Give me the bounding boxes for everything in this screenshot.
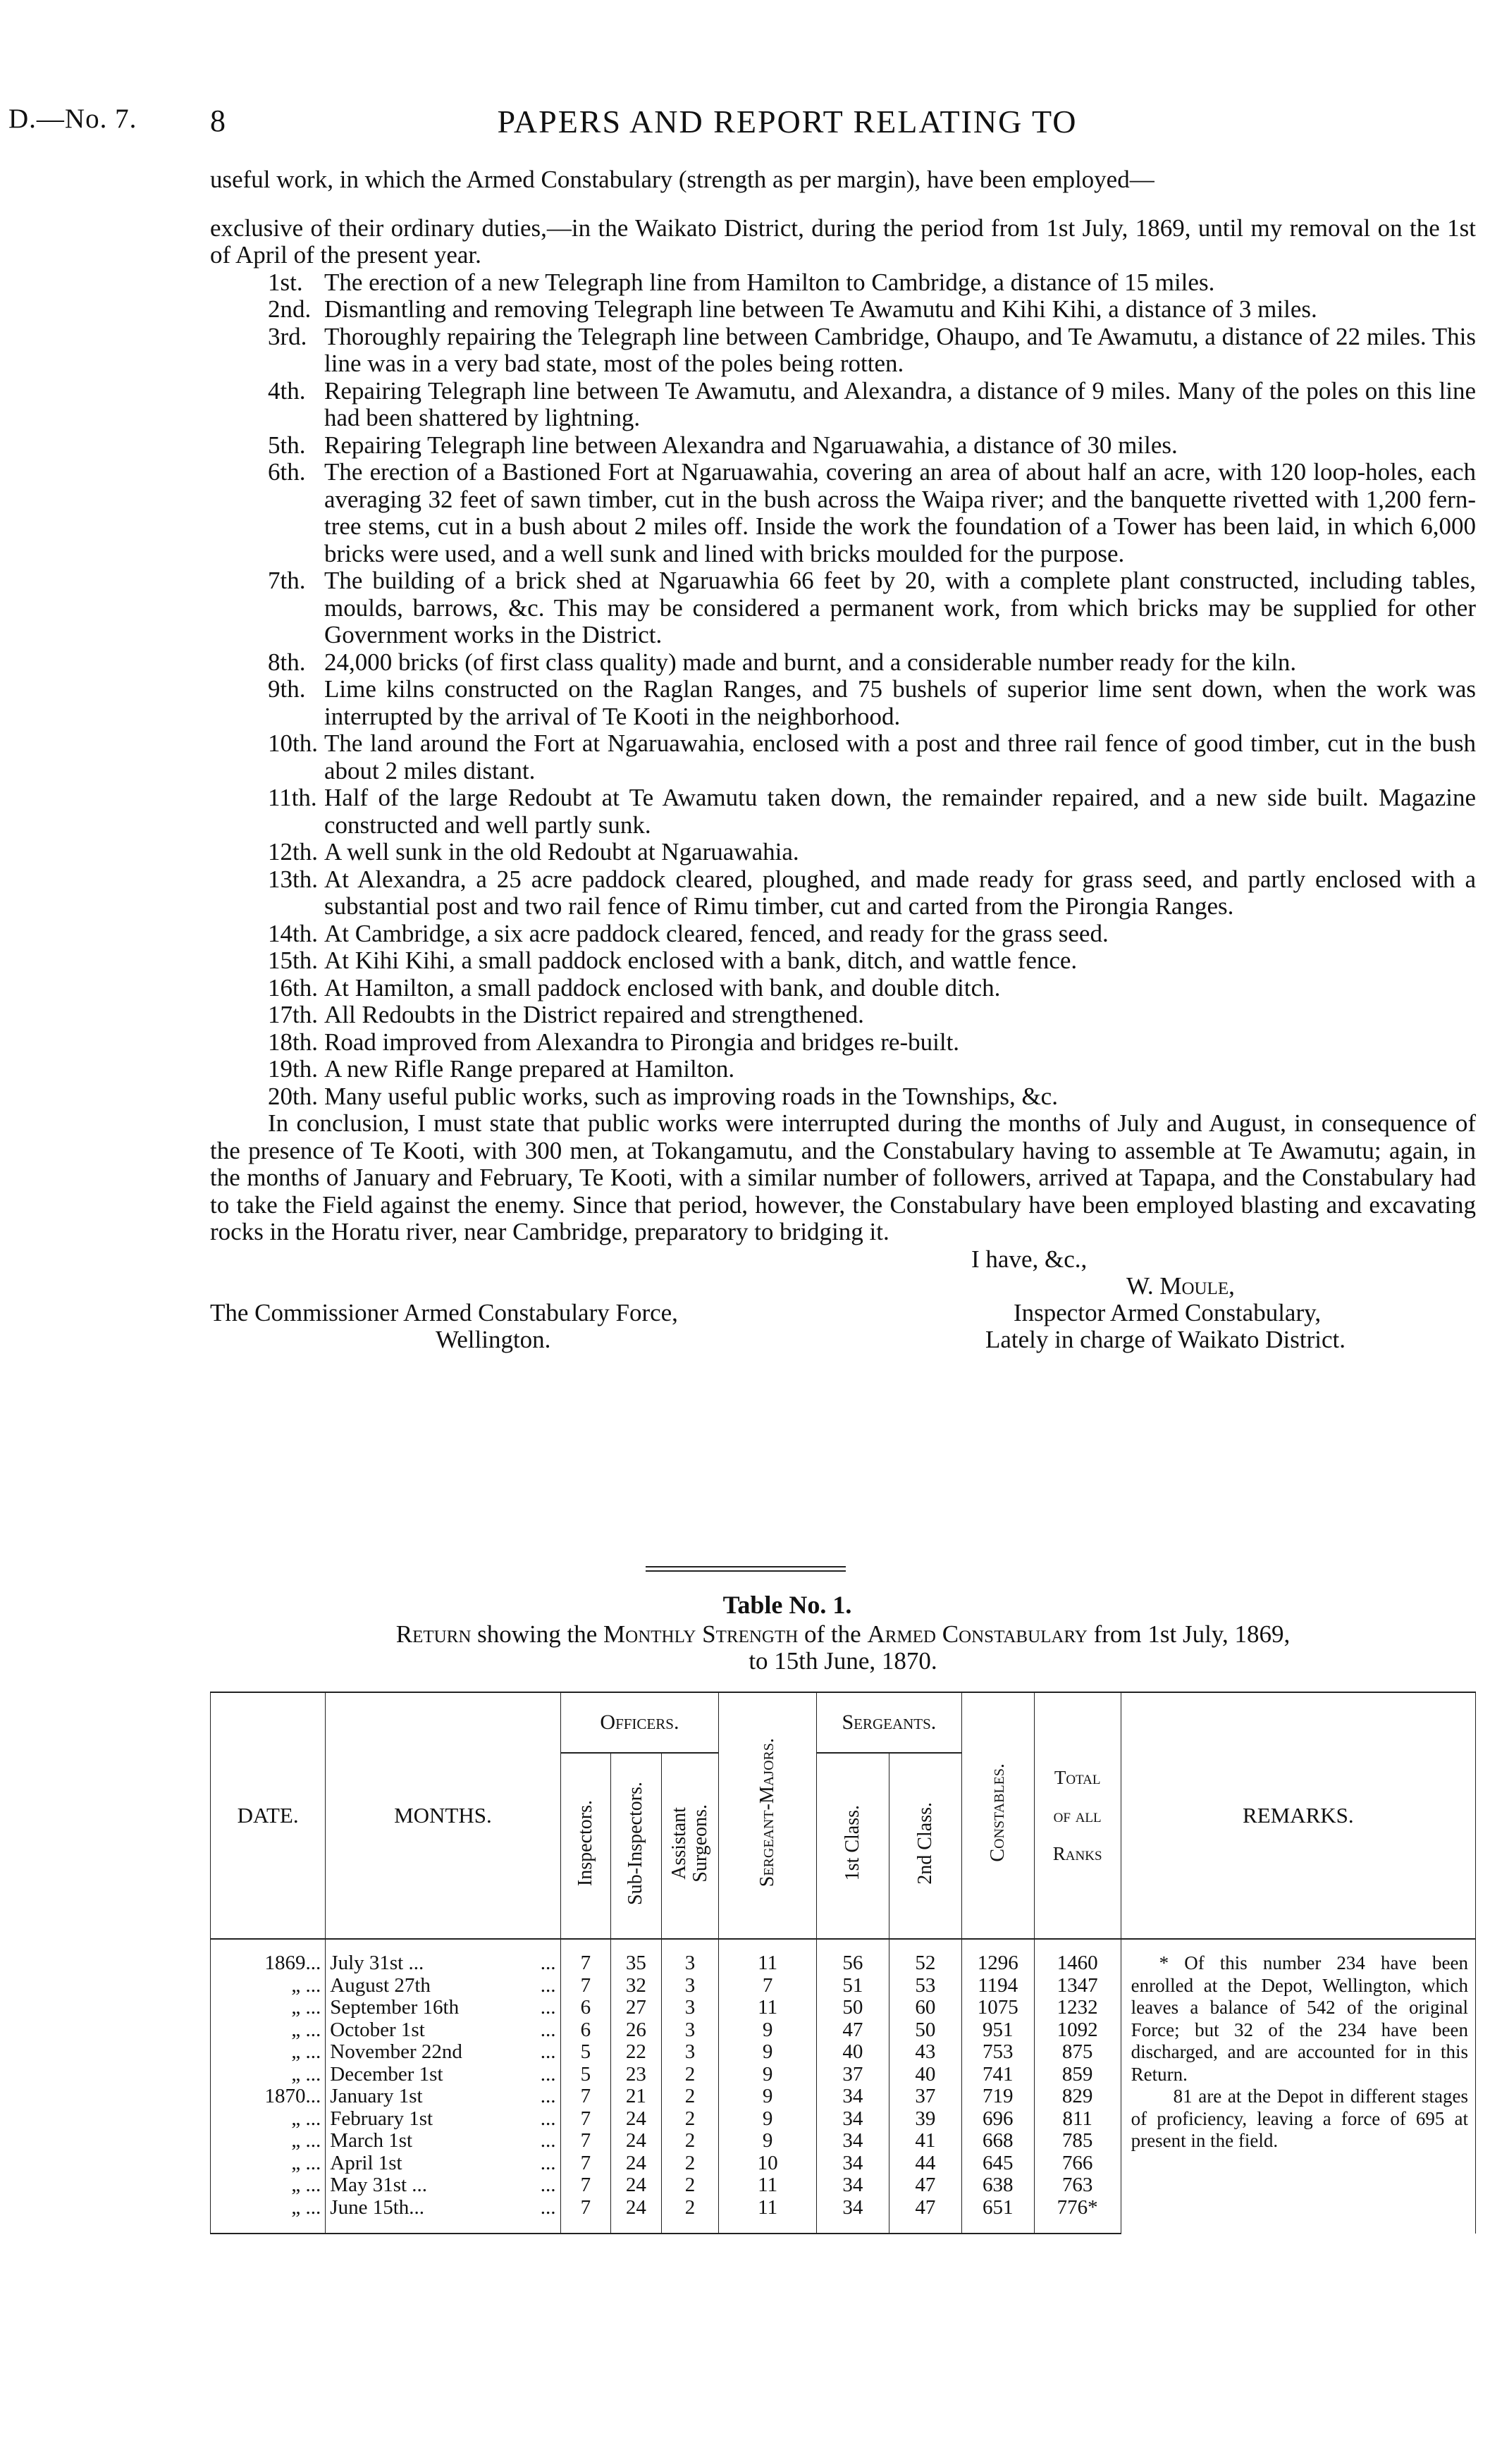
work-item — [210, 1029, 1476, 1057]
cell-sergeant-majors: 9 — [719, 2108, 817, 2131]
cell-second-class: 52 — [889, 1939, 961, 1975]
cell-sergeant-majors: 9 — [719, 2064, 817, 2086]
cell-first-class: 50 — [816, 1997, 889, 2019]
cell-inspectors: 7 — [560, 2086, 611, 2108]
cell-constables: 753 — [961, 2041, 1034, 2064]
cell-total: 1232 — [1034, 1997, 1121, 2019]
work-item-number: 10th. — [268, 729, 318, 757]
section-divider-top — [646, 1566, 846, 1567]
work-item — [210, 296, 1476, 324]
header-first-class-cell — [816, 1753, 889, 1939]
work-item-text: At Kihi Kihi, a small paddock enclosed with a bank, ditch, and wattle fence. — [324, 947, 1078, 974]
cell-inspectors: 7 — [560, 1975, 611, 1997]
cell-surgeons: 2 — [661, 2197, 719, 2234]
cell-inspectors: 7 — [560, 2152, 611, 2175]
cell-surgeons: 3 — [661, 1975, 719, 1997]
cell-date: „ ... — [211, 2019, 326, 2042]
work-item — [210, 378, 1476, 432]
cell-month-leader: ... — [540, 2174, 556, 2196]
cell-constables: 696 — [961, 2108, 1034, 2131]
cell-month-leader: ... — [540, 2085, 556, 2107]
cell-first-class: 47 — [816, 2019, 889, 2042]
work-item — [210, 1056, 1476, 1083]
header-inspectors: Inspectors. — [574, 1799, 596, 1887]
work-item — [210, 1002, 1476, 1029]
cell-first-class: 34 — [816, 2197, 889, 2234]
monthly-strength-table — [210, 1692, 1476, 2234]
caption-return: Return — [395, 1620, 472, 1648]
caption-monthly-strength: Monthly Strength — [603, 1620, 799, 1648]
cell-second-class: 39 — [889, 2108, 961, 2131]
cell-date: „ ... — [211, 2064, 326, 2086]
signatory-name: W. Moule, — [1126, 1271, 1235, 1300]
header-total-1: Total — [1054, 1767, 1101, 1788]
work-item-text: At Cambridge, a six acre paddock cleared, fenced, and ready for the grass seed. — [324, 919, 1109, 947]
cell-sub-inspectors: 24 — [611, 2108, 662, 2131]
cell-sub-inspectors: 24 — [611, 2152, 662, 2175]
cell-total: 766 — [1034, 2152, 1121, 2175]
cell-month-text: October 1st — [330, 2018, 425, 2041]
cell-month-text: February 1st — [330, 2107, 433, 2130]
cell-inspectors: 5 — [560, 2041, 611, 2064]
header-officers: Officers. — [560, 1692, 719, 1753]
header-sub-inspectors-cell — [611, 1753, 662, 1939]
section-divider-bottom — [646, 1570, 846, 1572]
cell-date: „ ... — [211, 2152, 326, 2175]
addressee-line-1: The Commissioner Armed Constabulary Force, — [210, 1298, 678, 1326]
conclusion-paragraph: In conclusion, I must state that public works were interrupted during the months of July and August, in consequence of the presence of Te Kooti, with 300 men, at Tokangamutu, and the Constabulary having to assemble at Te Awamutu; again, in the months of January and February, Te Kooti, with a similar number of followers, arrived at Tapapa, and the Constabulary had to take the Field against the enemy. Since that period, however, the Constabulary have been employed blasting and excavating rocks in the Horatu river, near Cambridge, preparatory to bridging it. — [210, 1109, 1476, 1245]
work-item-number: 14th. — [268, 919, 318, 947]
cell-constables: 719 — [961, 2086, 1034, 2108]
work-item-text: Many useful public works, such as improving roads in the Townships, &c. — [324, 1082, 1058, 1110]
cell-sergeant-majors: 9 — [719, 2086, 817, 2108]
header-inspectors-cell — [560, 1753, 611, 1939]
cell-constables: 951 — [961, 2019, 1034, 2042]
header-date: DATE. — [211, 1692, 326, 1939]
cell-surgeons: 3 — [661, 2041, 719, 2064]
cell-inspectors: 6 — [560, 1997, 611, 2019]
signatory-title-1: Inspector Armed Constabulary, — [1014, 1298, 1322, 1326]
cell-month-leader: ... — [540, 2062, 556, 2086]
document-reference: D.—No. 7. — [8, 104, 137, 134]
cell-sub-inspectors: 24 — [611, 2174, 662, 2197]
work-item — [210, 784, 1476, 839]
work-item-text: Repairing Telegraph line between Te Awamutu, and Alexandra, a distance of 9 miles. Many of the poles on this line had been shattered by lightning. — [324, 376, 1476, 431]
cell-constables: 741 — [961, 2064, 1034, 2086]
header-sergeant-majors-cell — [719, 1692, 817, 1939]
cell-second-class: 60 — [889, 1997, 961, 2019]
work-item-number: 18th. — [268, 1028, 318, 1056]
cell-date: „ ... — [211, 2174, 326, 2197]
work-item-text: Road improved from Alexandra to Pirongia and bridges re-built. — [324, 1028, 960, 1056]
work-item-number: 9th. — [268, 675, 306, 703]
caption-armed-constabulary: Armed Constabulary — [867, 1620, 1088, 1648]
cell-total: 1092 — [1034, 2019, 1121, 2042]
work-item-text: The building of a brick shed at Ngaruawhia 66 feet by 20, with a complete plant constructed, including tables, moulds, barrows, &c. This may be considered a permanent work, from which bricks may be supplied for other Government works in the District. — [324, 567, 1476, 648]
cell-month-text: June 15th... — [330, 2195, 424, 2219]
cell-sub-inspectors: 22 — [611, 2041, 662, 2064]
header-months: MONTHS. — [326, 1692, 560, 1939]
cell-sub-inspectors: 21 — [611, 2086, 662, 2108]
page-title: PAPERS AND REPORT RELATING TO — [497, 104, 1078, 140]
cell-surgeons: 2 — [661, 2064, 719, 2086]
work-item-text: 24,000 bricks (of first class quality) made and burnt, and a considerable number ready for the kiln. — [324, 648, 1297, 676]
cell-inspectors: 7 — [560, 2108, 611, 2131]
header-total-2: of all — [1053, 1805, 1102, 1826]
work-item — [210, 920, 1476, 948]
cell-date: „ ... — [211, 1997, 326, 2019]
work-item-number: 17th. — [268, 1001, 318, 1028]
cell-inspectors: 7 — [560, 1939, 611, 1975]
cell-inspectors: 7 — [560, 2174, 611, 2197]
header-surgeons-cell — [661, 1753, 719, 1939]
cell-first-class: 34 — [816, 2108, 889, 2131]
header-second-class: 2nd Class. — [913, 1801, 936, 1885]
cell-month-text: November 22nd — [330, 2040, 462, 2063]
work-item-text: A well sunk in the old Redoubt at Ngaruawahia. — [324, 838, 799, 866]
work-item — [210, 866, 1476, 920]
cell-total: 1460 — [1034, 1939, 1121, 1975]
caption-part-f: from 1st July, 1869, — [1087, 1620, 1291, 1648]
cell-total: 829 — [1034, 2086, 1121, 2108]
cell-sergeant-majors: 7 — [719, 1975, 817, 1997]
work-item — [210, 649, 1476, 677]
work-item-text: The land around the Fort at Ngaruawahia, enclosed with a post and three rail fence of good timber, cut in the bush about 2 miles distant. — [324, 729, 1476, 784]
work-item-text: Lime kilns constructed on the Raglan Ranges, and 75 bushels of superior lime sent down, when the work was interrupted by the arrival of Te Kooti in the neighborhood. — [324, 675, 1476, 730]
header-sub-inspectors: Sub-Inspectors. — [624, 1781, 647, 1905]
header-remarks: REMARKS. — [1121, 1692, 1475, 1939]
work-item-number: 15th. — [268, 947, 318, 974]
closing-phrase: I have, &c., — [971, 1245, 1088, 1273]
work-item — [210, 567, 1476, 649]
work-item-text: The erection of a new Telegraph line from Hamilton to Cambridge, a distance of 15 miles. — [324, 268, 1215, 296]
works-list — [210, 269, 1476, 1111]
cell-sergeant-majors: 9 — [719, 2130, 817, 2152]
work-item-text: All Redoubts in the District repaired and strengthened. — [324, 1001, 864, 1028]
running-header — [0, 103, 1490, 145]
work-item-number: 16th. — [268, 973, 318, 1002]
cell-month-leader: ... — [540, 2151, 556, 2174]
cell-sub-inspectors: 24 — [611, 2197, 662, 2234]
cell-sub-inspectors: 35 — [611, 1939, 662, 1975]
cell-second-class: 47 — [889, 2174, 961, 2197]
cell-constables: 1194 — [961, 1975, 1034, 1997]
header-total — [1034, 1692, 1121, 1939]
cell-month-leader: ... — [540, 2107, 556, 2130]
cell-second-class: 47 — [889, 2197, 961, 2234]
cell-date: „ ... — [211, 2130, 326, 2152]
cell-month-leader: ... — [540, 2018, 556, 2041]
cell-month — [326, 1975, 560, 1997]
cell-sergeant-majors: 9 — [719, 2041, 817, 2064]
work-item-number: 12th. — [268, 838, 318, 866]
cell-month-text: August 27th — [330, 1973, 431, 1997]
addressee-line-2: Wellington. — [436, 1325, 551, 1353]
header-sergeant-majors: Sergeant-Majors. — [756, 1738, 779, 1887]
cell-month — [326, 2041, 560, 2064]
cell-second-class: 41 — [889, 2130, 961, 2152]
work-item — [210, 676, 1476, 730]
page-number: 8 — [210, 104, 226, 138]
cell-date: „ ... — [211, 2197, 326, 2234]
work-item-text: A new Rifle Range prepared at Hamilton. — [324, 1055, 735, 1083]
cell-surgeons: 2 — [661, 2108, 719, 2131]
cell-month-leader: ... — [540, 2195, 556, 2219]
work-item-number: 7th. — [268, 567, 306, 594]
cell-second-class: 40 — [889, 2064, 961, 2086]
cell-sub-inspectors: 27 — [611, 1997, 662, 2019]
cell-month — [326, 2108, 560, 2131]
cell-month-text: March 1st — [330, 2129, 413, 2152]
report-body — [210, 166, 1476, 1366]
intro-paragraph-2: exclusive of their ordinary duties,—in the Waikato District, during the period from 1st July, 1869, until my removal on the 1st of April of the present year. — [210, 214, 1476, 269]
cell-sergeant-majors: 10 — [719, 2152, 817, 2175]
cell-month — [326, 2197, 560, 2234]
cell-constables: 638 — [961, 2174, 1034, 2197]
cell-surgeons: 2 — [661, 2086, 719, 2108]
cell-first-class: 34 — [816, 2152, 889, 2175]
cell-date: „ ... — [211, 2041, 326, 2064]
cell-sergeant-majors: 11 — [719, 1939, 817, 1975]
cell-month — [326, 2174, 560, 2197]
work-item-number: 3rd. — [268, 322, 307, 350]
cell-first-class: 34 — [816, 2086, 889, 2108]
cell-month-text: July 31st ... — [330, 1952, 424, 1974]
cell-sergeant-majors: 11 — [719, 2197, 817, 2234]
work-item-number: 2nd. — [268, 295, 312, 323]
cell-first-class: 40 — [816, 2041, 889, 2064]
table-title: Table No. 1. — [722, 1591, 852, 1619]
work-item-number: 6th. — [268, 458, 306, 486]
cell-month — [326, 2019, 560, 2042]
cell-total: 763 — [1034, 2174, 1121, 2197]
cell-surgeons: 3 — [661, 2019, 719, 2042]
cell-total: 776* — [1034, 2197, 1121, 2234]
table-caption — [210, 1621, 1476, 1675]
cell-first-class: 34 — [816, 2130, 889, 2152]
cell-month — [326, 2064, 560, 2086]
work-item — [210, 459, 1476, 567]
cell-constables: 1075 — [961, 1997, 1034, 2019]
cell-month-leader: ... — [540, 1973, 556, 1997]
work-item-number: 5th. — [268, 431, 306, 459]
cell-surgeons: 3 — [661, 1939, 719, 1975]
signatory-title-2: Lately in charge of Waikato District. — [985, 1325, 1346, 1353]
cell-sub-inspectors: 32 — [611, 1975, 662, 1997]
caption-part-d: of the — [798, 1620, 868, 1648]
header-constables-cell — [961, 1692, 1034, 1939]
caption-line-2: to 15th June, 1870. — [749, 1647, 937, 1675]
cell-surgeons: 2 — [661, 2152, 719, 2175]
cell-month-text: September 16th — [330, 1996, 460, 2019]
cell-month — [326, 2130, 560, 2152]
cell-month-leader: ... — [540, 2040, 556, 2063]
work-item-text: At Alexandra, a 25 acre paddock cleared, ploughed, and made ready for grass seed, and partly enclosed with a substantial post and two rail fence of Rimu timber, cut and carted from the Pirongia Ranges. — [324, 865, 1476, 920]
table-body — [211, 1939, 1476, 2234]
cell-month-leader: ... — [540, 1952, 556, 1974]
work-item — [210, 730, 1476, 784]
work-item-number: 8th. — [268, 648, 306, 676]
cell-month — [326, 1939, 560, 1975]
cell-constables: 645 — [961, 2152, 1034, 2175]
cell-date: 1869... — [211, 1939, 326, 1975]
work-item — [210, 839, 1476, 866]
work-item-text: Half of the large Redoubt at Te Awamutu taken down, the remainder repaired, and a new side built. Magazine constructed and well partly sunk. — [324, 784, 1476, 839]
cell-total: 859 — [1034, 2064, 1121, 2086]
cell-first-class: 51 — [816, 1975, 889, 1997]
work-item-text: The erection of a Bastioned Fort at Ngaruawahia, covering an area of about half an acre, with 120 loop-holes, each averaging 32 feet of sawn timber, cut in the bush across the Waipa river; and the banquette rivetted with 1,200 fern-tree stems, cut in a bush about 2 miles off. Inside the work the foundation of a Tower has been laid, in which 6,000 bricks were used, and a well sunk and lined with bricks moulded for the purpose. — [324, 458, 1476, 567]
cell-sergeant-majors: 11 — [719, 2174, 817, 2197]
work-item-text: Dismantling and removing Telegraph line between Te Awamutu and Kihi Kihi, a distance of 3 miles. — [324, 295, 1317, 323]
work-item-number: 19th. — [268, 1055, 318, 1083]
work-item — [210, 1083, 1476, 1111]
work-item — [210, 432, 1476, 460]
cell-total: 1347 — [1034, 1975, 1121, 1997]
header-constables: Constables. — [986, 1763, 1009, 1862]
cell-month-text: January 1st — [330, 2085, 423, 2107]
work-item — [210, 269, 1476, 297]
work-item — [210, 324, 1476, 378]
remarks-note-1: * Of this number 234 have been enrolled at the Depot, Wellington, which leaves a balance of 542 of the original Force; but 32 of the 234 have been discharged, and are accounted for in this Return. — [1131, 1952, 1468, 2085]
cell-first-class: 56 — [816, 1939, 889, 1975]
table-row — [211, 1939, 1476, 1975]
cell-month-text: April 1st — [330, 2151, 402, 2174]
cell-second-class: 44 — [889, 2152, 961, 2175]
intro-paragraph-1: useful work, in which the Armed Constabulary (strength as per margin), have been employed— — [210, 166, 1155, 193]
cell-month — [326, 1997, 560, 2019]
work-item-text: At Hamilton, a small paddock enclosed with bank, and double ditch. — [324, 973, 1001, 1002]
header-surgeons: Surgeons. — [689, 1804, 711, 1883]
work-item-number: 20th. — [268, 1082, 318, 1110]
work-item — [210, 975, 1476, 1002]
cell-date: „ ... — [211, 1975, 326, 1997]
cell-surgeons: 2 — [661, 2174, 719, 2197]
header-first-class: 1st Class. — [841, 1805, 863, 1881]
work-item-number: 11th. — [268, 784, 317, 811]
work-item-number: 1st. — [268, 268, 303, 296]
work-item-number: 13th. — [268, 865, 318, 893]
signoff-block — [210, 1246, 1476, 1366]
cell-constables: 1296 — [961, 1939, 1034, 1975]
cell-month-leader: ... — [540, 1996, 556, 2019]
cell-second-class: 53 — [889, 1975, 961, 1997]
cell-inspectors: 7 — [560, 2197, 611, 2234]
work-item — [210, 947, 1476, 975]
cell-sergeant-majors: 11 — [719, 1997, 817, 2019]
cell-constables: 651 — [961, 2197, 1034, 2234]
cell-second-class: 50 — [889, 2019, 961, 2042]
cell-surgeons: 3 — [661, 1997, 719, 2019]
cell-total: 875 — [1034, 2041, 1121, 2064]
work-item-number: 4th. — [268, 376, 306, 405]
work-item-text: Repairing Telegraph line between Alexandra and Ngaruawahia, a distance of 30 miles. — [324, 431, 1178, 459]
cell-total: 785 — [1034, 2130, 1121, 2152]
cell-sub-inspectors: 26 — [611, 2019, 662, 2042]
cell-first-class: 37 — [816, 2064, 889, 2086]
cell-constables: 668 — [961, 2130, 1034, 2152]
cell-sub-inspectors: 23 — [611, 2064, 662, 2086]
work-item-text: Thoroughly repairing the Telegraph line between Cambridge, Ohaupo, and Te Awamutu, a distance of 22 miles. This line was in a very bad state, most of the poles being rotten. — [324, 322, 1476, 377]
cell-total: 811 — [1034, 2108, 1121, 2131]
cell-second-class: 43 — [889, 2041, 961, 2064]
cell-remarks — [1121, 1939, 1475, 2234]
header-assistant: Assistant — [667, 1806, 690, 1880]
cell-sergeant-majors: 9 — [719, 2019, 817, 2042]
cell-sub-inspectors: 24 — [611, 2130, 662, 2152]
cell-inspectors: 5 — [560, 2064, 611, 2086]
cell-month-text: May 31st ... — [330, 2174, 428, 2196]
cell-month-text: December 1st — [330, 2062, 443, 2086]
cell-date: 1870... — [211, 2086, 326, 2108]
remarks-note-2: 81 are at the Depot in different stages of proficiency, leaving a force of 695 at present in the field. — [1131, 2086, 1468, 2151]
cell-first-class: 34 — [816, 2174, 889, 2197]
cell-month — [326, 2152, 560, 2175]
cell-second-class: 37 — [889, 2086, 961, 2108]
cell-inspectors: 7 — [560, 2130, 611, 2152]
caption-part-b: showing the — [471, 1620, 604, 1648]
cell-surgeons: 2 — [661, 2130, 719, 2152]
header-sergeants: Sergeants. — [816, 1692, 961, 1753]
header-total-3: Ranks — [1052, 1843, 1102, 1864]
cell-date: „ ... — [211, 2108, 326, 2131]
header-second-class-cell — [889, 1753, 961, 1939]
cell-month-leader: ... — [540, 2129, 556, 2152]
cell-month — [326, 2086, 560, 2108]
cell-inspectors: 6 — [560, 2019, 611, 2042]
